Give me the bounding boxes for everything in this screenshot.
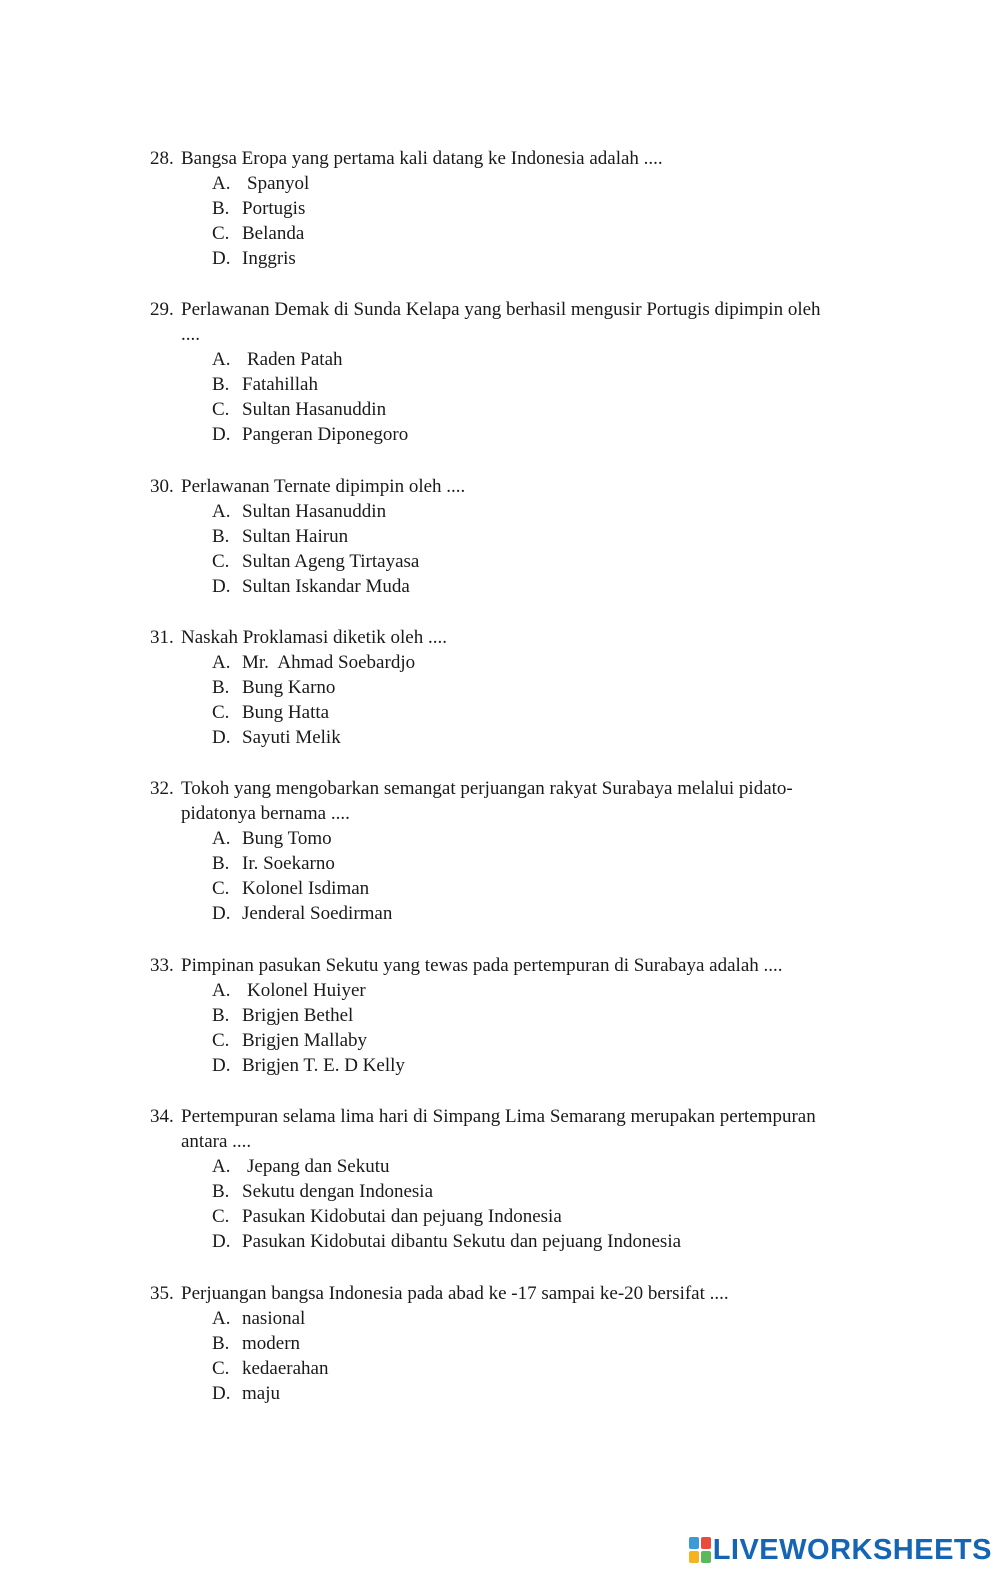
- options-list: [150, 650, 870, 750]
- option-c[interactable]: [212, 221, 870, 246]
- option-a[interactable]: [212, 650, 870, 675]
- option-b[interactable]: [212, 372, 870, 397]
- question-text: Bangsa Eropa yang pertama kali datang ke Indonesia adalah ....: [181, 148, 663, 169]
- option-a[interactable]: [212, 826, 870, 851]
- liveworksheets-logo-icon: [689, 1537, 711, 1563]
- option-letter: C.: [212, 702, 230, 723]
- option-text: Brigjen Bethel: [242, 1005, 354, 1026]
- option-text: Pangeran Diponegoro: [242, 424, 409, 445]
- option-c[interactable]: [212, 1204, 870, 1229]
- option-b[interactable]: [212, 1331, 870, 1356]
- option-c[interactable]: [212, 1356, 870, 1381]
- option-letter: A.: [212, 349, 231, 370]
- option-letter: B.: [212, 1333, 230, 1354]
- option-text: Belanda: [242, 223, 305, 244]
- question-number: 30.: [150, 476, 174, 497]
- option-text: Fatahillah: [242, 374, 318, 395]
- option-letter: D.: [212, 576, 231, 597]
- option-b[interactable]: [212, 675, 870, 700]
- option-b[interactable]: [212, 524, 870, 549]
- question-number: 32.: [150, 778, 174, 799]
- question-text-continued: ....: [181, 324, 200, 345]
- option-text: Brigjen Mallaby: [242, 1030, 368, 1051]
- option-letter: D.: [212, 1055, 231, 1076]
- option-text: Bung Tomo: [242, 828, 332, 849]
- option-letter: A.: [212, 652, 231, 673]
- option-a[interactable]: [212, 171, 870, 196]
- question-number: 28.: [150, 148, 174, 169]
- option-letter: B.: [212, 374, 230, 395]
- option-letter: D.: [212, 1231, 231, 1252]
- question-32: [150, 776, 870, 926]
- question-30: [150, 474, 870, 599]
- option-c[interactable]: [212, 700, 870, 725]
- option-letter: D.: [212, 248, 231, 269]
- option-text: Sultan Iskandar Muda: [242, 576, 410, 597]
- option-letter: C.: [212, 1358, 230, 1379]
- option-d[interactable]: [212, 246, 870, 271]
- option-text: Kolonel Huiyer: [247, 980, 366, 1001]
- option-letter: B.: [212, 198, 230, 219]
- question-28: [150, 146, 870, 271]
- option-d[interactable]: [212, 1381, 870, 1406]
- options-list: [150, 499, 870, 599]
- option-a[interactable]: [212, 978, 870, 1003]
- option-d[interactable]: [212, 901, 870, 926]
- option-text: Mr. Ahmad Soebardjo: [242, 652, 416, 673]
- watermark-text: LIVEWORKSHEETS: [712, 1533, 992, 1566]
- option-text: Sultan Hasanuddin: [242, 399, 387, 420]
- question-text: Perlawanan Ternate dipimpin oleh ....: [181, 476, 466, 497]
- option-text: Spanyol: [247, 173, 310, 194]
- liveworksheets-watermark[interactable]: [689, 1534, 992, 1566]
- question-35: [150, 1281, 870, 1406]
- option-text: Inggris: [242, 248, 296, 269]
- question-text-continued: antara ....: [181, 1131, 252, 1152]
- option-a[interactable]: [212, 1306, 870, 1331]
- option-c[interactable]: [212, 1028, 870, 1053]
- option-c[interactable]: [212, 397, 870, 422]
- question-31: [150, 625, 870, 750]
- option-text: Raden Patah: [247, 349, 343, 370]
- option-b[interactable]: [212, 1179, 870, 1204]
- option-text: Bung Karno: [242, 677, 336, 698]
- option-letter: A.: [212, 828, 231, 849]
- option-letter: A.: [212, 501, 231, 522]
- option-text: kedaerahan: [242, 1358, 329, 1379]
- option-text: maju: [242, 1383, 280, 1404]
- option-letter: B.: [212, 677, 230, 698]
- option-text: Sultan Hairun: [242, 526, 349, 547]
- question-number: 31.: [150, 627, 174, 648]
- question-text: Pertempuran selama lima hari di Simpang Lima Semarang merupakan pertempuran: [181, 1106, 816, 1127]
- option-text: Pasukan Kidobutai dibantu Sekutu dan pejuang Indonesia: [242, 1231, 682, 1252]
- option-text: Sayuti Melik: [242, 727, 341, 748]
- option-letter: C.: [212, 223, 230, 244]
- question-33: [150, 953, 870, 1078]
- options-list: [150, 347, 870, 447]
- option-letter: C.: [212, 1030, 230, 1051]
- option-letter: D.: [212, 424, 231, 445]
- option-text: Brigjen T. E. D Kelly: [242, 1055, 405, 1076]
- option-text: Ir. Soekarno: [242, 853, 335, 874]
- option-letter: A.: [212, 1156, 231, 1177]
- option-text: modern: [242, 1333, 301, 1354]
- question-29: [150, 297, 870, 447]
- question-text: Perlawanan Demak di Sunda Kelapa yang berhasil mengusir Portugis dipimpin oleh: [181, 299, 821, 320]
- option-letter: B.: [212, 1005, 230, 1026]
- option-d[interactable]: [212, 422, 870, 447]
- question-34: [150, 1104, 870, 1254]
- option-letter: D.: [212, 1383, 231, 1404]
- option-letter: D.: [212, 903, 231, 924]
- option-text: Sekutu dengan Indonesia: [242, 1181, 434, 1202]
- option-letter: B.: [212, 853, 230, 874]
- question-number: 35.: [150, 1283, 174, 1304]
- question-text: Pimpinan pasukan Sekutu yang tewas pada pertempuran di Surabaya adalah ....: [181, 955, 783, 976]
- option-text: Jepang dan Sekutu: [247, 1156, 390, 1177]
- option-letter: C.: [212, 878, 230, 899]
- option-a[interactable]: [212, 1154, 870, 1179]
- option-b[interactable]: [212, 851, 870, 876]
- options-list: [150, 171, 870, 271]
- question-text-continued: pidatonya bernama ....: [181, 803, 350, 824]
- question-number: 34.: [150, 1106, 174, 1127]
- option-text: Jenderal Soedirman: [242, 903, 393, 924]
- options-list: [150, 826, 870, 926]
- option-a[interactable]: [212, 347, 870, 372]
- option-letter: D.: [212, 727, 231, 748]
- option-letter: B.: [212, 526, 230, 547]
- option-text: nasional: [242, 1308, 306, 1329]
- option-letter: A.: [212, 980, 231, 1001]
- options-list: [150, 1154, 870, 1254]
- option-text: Kolonel Isdiman: [242, 878, 370, 899]
- question-number: 33.: [150, 955, 174, 976]
- option-letter: A.: [212, 1308, 231, 1329]
- option-text: Sultan Ageng Tirtayasa: [242, 551, 420, 572]
- option-text: Pasukan Kidobutai dan pejuang Indonesia: [242, 1206, 562, 1227]
- question-number: 29.: [150, 299, 174, 320]
- option-c[interactable]: [212, 876, 870, 901]
- option-a[interactable]: [212, 499, 870, 524]
- option-letter: C.: [212, 1206, 230, 1227]
- option-c[interactable]: [212, 549, 870, 574]
- option-letter: B.: [212, 1181, 230, 1202]
- option-d[interactable]: [212, 1053, 870, 1078]
- option-letter: A.: [212, 173, 231, 194]
- option-text: Bung Hatta: [242, 702, 330, 723]
- option-text: Portugis: [242, 198, 306, 219]
- options-list: [150, 978, 870, 1078]
- option-letter: C.: [212, 551, 230, 572]
- question-text: Perjuangan bangsa Indonesia pada abad ke -17 sampai ke-20 bersifat ....: [181, 1283, 729, 1304]
- option-d[interactable]: [212, 1229, 870, 1254]
- option-letter: C.: [212, 399, 230, 420]
- option-b[interactable]: [212, 196, 870, 221]
- option-d[interactable]: [212, 725, 870, 750]
- question-text: Naskah Proklamasi diketik oleh ....: [181, 627, 447, 648]
- option-d[interactable]: [212, 574, 870, 599]
- option-text: Sultan Hasanuddin: [242, 501, 387, 522]
- options-list: [150, 1306, 870, 1406]
- question-text: Tokoh yang mengobarkan semangat perjuangan rakyat Surabaya melalui pidato-: [181, 778, 793, 799]
- option-b[interactable]: [212, 1003, 870, 1028]
